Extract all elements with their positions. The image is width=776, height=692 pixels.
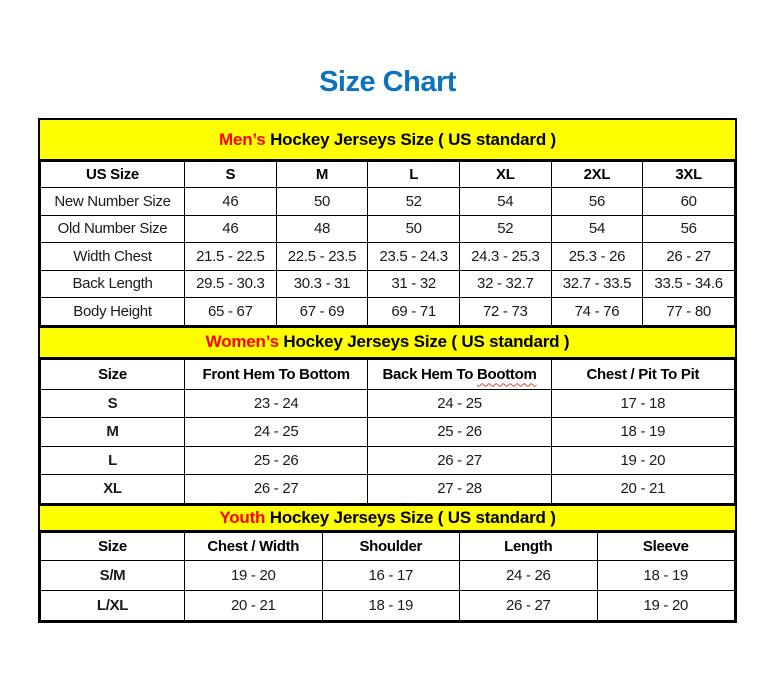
cell-value: 18 - 19 — [322, 590, 460, 620]
column-header: S — [185, 162, 277, 188]
column-header: Sleeve — [597, 532, 735, 560]
banner-youth — [40, 504, 735, 532]
row-label: Width Chest — [41, 243, 185, 271]
cell-value: 24.3 - 25.3 — [459, 243, 551, 271]
cell-value: 17 - 18 — [551, 389, 734, 418]
cell-value: 65 - 67 — [185, 298, 277, 326]
table-row — [41, 475, 735, 504]
column-header: Size — [41, 359, 185, 389]
column-header: Length — [460, 532, 598, 560]
column-header: 2XL — [551, 162, 643, 188]
column-header: US Size — [41, 162, 185, 188]
cell-value: 74 - 76 — [551, 298, 643, 326]
section-youth — [40, 504, 735, 621]
cell-value: 30.3 - 31 — [276, 270, 368, 298]
banner-mens — [40, 120, 735, 161]
column-header: Chest / Pit To Pit — [551, 359, 734, 389]
cell-value: 72 - 73 — [459, 298, 551, 326]
cell-value: 25 - 26 — [185, 446, 368, 475]
table-row — [41, 215, 735, 243]
cell-value: 25.3 - 26 — [551, 243, 643, 271]
cell-value: 26 - 27 — [643, 243, 735, 271]
table-row — [41, 188, 735, 216]
table-mens — [40, 161, 735, 326]
column-header: Size — [41, 532, 185, 560]
cell-value: 23 - 24 — [185, 389, 368, 418]
table-row — [41, 270, 735, 298]
banner-youth-highlight: Youth — [219, 507, 266, 527]
cell-value: 54 — [551, 215, 643, 243]
cell-value: 54 — [459, 188, 551, 216]
cell-value: 27 - 28 — [368, 475, 551, 504]
row-label: XL — [41, 475, 185, 504]
table-row — [41, 560, 735, 590]
cell-value: 24 - 25 — [368, 389, 551, 418]
row-label: M — [41, 418, 185, 447]
cell-value: 19 - 20 — [597, 590, 735, 620]
column-header: L — [368, 162, 460, 188]
column-header: Front Hem To Bottom — [185, 359, 368, 389]
table-youth — [40, 532, 735, 621]
table-row — [41, 446, 735, 475]
row-label: Back Length — [41, 270, 185, 298]
cell-value: 16 - 17 — [322, 560, 460, 590]
cell-value: 18 - 19 — [597, 560, 735, 590]
misspelled-word: Boottom — [476, 365, 537, 383]
cell-value: 56 — [643, 215, 735, 243]
youth-header-row — [41, 532, 735, 560]
cell-value: 50 — [276, 188, 368, 216]
cell-value: 19 - 20 — [551, 446, 734, 475]
table-row — [41, 298, 735, 326]
cell-value: 52 — [368, 188, 460, 216]
cell-value: 22.5 - 23.5 — [276, 243, 368, 271]
cell-value: 20 - 21 — [185, 590, 323, 620]
table-row — [41, 243, 735, 271]
cell-value: 26 - 27 — [460, 590, 598, 620]
cell-value: 31 - 32 — [368, 270, 460, 298]
cell-value: 20 - 21 — [551, 475, 734, 504]
column-header: Chest / Width — [185, 532, 323, 560]
cell-value: 26 - 27 — [185, 475, 368, 504]
row-label: L — [41, 446, 185, 475]
cell-value: 77 - 80 — [643, 298, 735, 326]
cell-value: 19 - 20 — [185, 560, 323, 590]
cell-value: 23.5 - 24.3 — [368, 243, 460, 271]
cell-value: 26 - 27 — [368, 446, 551, 475]
page-title: Size Chart — [319, 66, 456, 98]
womens-header-row — [41, 359, 735, 389]
cell-value: 60 — [643, 188, 735, 216]
cell-value: 33.5 - 34.6 — [643, 270, 735, 298]
cell-value: 69 - 71 — [368, 298, 460, 326]
row-label: Body Height — [41, 298, 185, 326]
cell-value: 18 - 19 — [551, 418, 734, 447]
cell-value: 32.7 - 33.5 — [551, 270, 643, 298]
cell-value: 48 — [276, 215, 368, 243]
column-header: XL — [459, 162, 551, 188]
cell-value: 46 — [185, 188, 277, 216]
mens-header-row — [41, 162, 735, 188]
cell-value: 46 — [185, 215, 277, 243]
size-chart-container — [38, 118, 737, 623]
row-label: S — [41, 389, 185, 418]
table-row — [41, 418, 735, 447]
cell-value: 24 - 25 — [185, 418, 368, 447]
section-womens — [40, 326, 735, 504]
row-label: L/XL — [41, 590, 185, 620]
column-header: 3XL — [643, 162, 735, 188]
banner-womens-highlight: Women’s — [205, 332, 279, 351]
column-header: M — [276, 162, 368, 188]
table-row — [41, 590, 735, 620]
banner-womens — [40, 326, 735, 359]
cell-value: 29.5 - 30.3 — [185, 270, 277, 298]
section-mens — [40, 120, 735, 326]
cell-value: 24 - 26 — [460, 560, 598, 590]
cell-value: 32 - 32.7 — [459, 270, 551, 298]
cell-value: 67 - 69 — [276, 298, 368, 326]
cell-value: 50 — [368, 215, 460, 243]
banner-mens-text: Hockey Jerseys Size ( US standard ) — [265, 129, 556, 149]
cell-value: 25 - 26 — [368, 418, 551, 447]
table-row — [41, 389, 735, 418]
row-label: New Number Size — [41, 188, 185, 216]
column-header: Back Hem To Boottom — [368, 359, 551, 389]
cell-value: 52 — [459, 215, 551, 243]
banner-mens-highlight: Men’s — [219, 129, 266, 149]
banner-youth-text: Hockey Jerseys Size ( US standard ) — [265, 507, 556, 527]
banner-womens-text: Hockey Jerseys Size ( US standard ) — [278, 332, 570, 351]
column-header: Shoulder — [322, 532, 460, 560]
row-label: Old Number Size — [41, 215, 185, 243]
cell-value: 56 — [551, 188, 643, 216]
row-label: S/M — [41, 560, 185, 590]
cell-value: 21.5 - 22.5 — [185, 243, 277, 271]
table-womens — [40, 359, 735, 504]
